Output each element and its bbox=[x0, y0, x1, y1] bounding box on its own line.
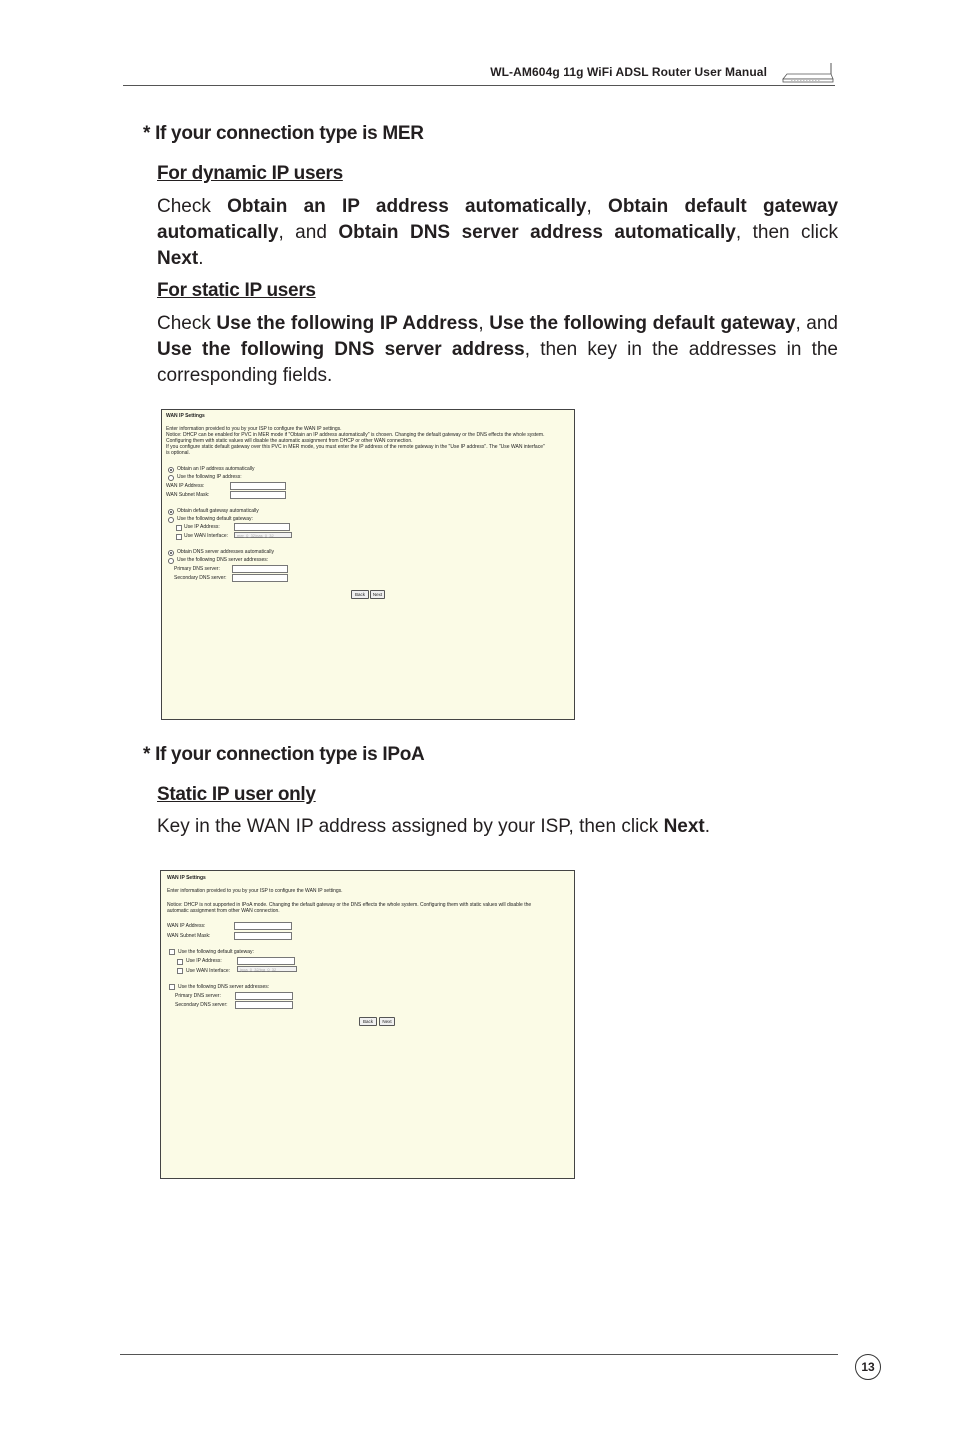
obtain-ip-radio[interactable] bbox=[168, 467, 174, 473]
wan-ip-label: WAN IP Address: bbox=[166, 483, 205, 489]
wan-mask-label: WAN Subnet Mask: bbox=[166, 492, 210, 498]
manual-title: WL-AM604g 11g WiFi ADSL Router User Manual bbox=[490, 65, 767, 79]
notice-text: automatic assignment from other WAN connection. bbox=[167, 908, 280, 914]
use-wan-interface-label: Use WAN Interface: bbox=[186, 968, 230, 974]
use-gateway-checkbox[interactable] bbox=[169, 949, 175, 955]
wan-mask-label: WAN Subnet Mask: bbox=[167, 933, 211, 939]
use-dns-label: Use the following DNS server addresses: bbox=[177, 557, 269, 563]
use-ip-radio[interactable] bbox=[168, 475, 174, 481]
use-gateway-label: Use the following default gateway: bbox=[178, 949, 254, 955]
notice-text: Configuring them with static values will disable the automatic assignment from DHCP or other WAN connection. bbox=[166, 438, 413, 444]
mer-heading: * If your connection type is MER bbox=[143, 123, 424, 144]
screenshot-title: WAN IP Settings bbox=[166, 413, 205, 419]
intro-text: Enter information provided to you by your ISP to configure the WAN IP settings. bbox=[167, 888, 343, 894]
secondary-dns-input[interactable] bbox=[235, 1001, 293, 1009]
screenshot-title: WAN IP Settings bbox=[167, 875, 206, 881]
back-button[interactable]: Back bbox=[351, 590, 369, 599]
wan-mask-input[interactable] bbox=[230, 491, 286, 499]
notice-text: Notice: DHCP is not supported in IPoA mode. Changing the default gateway or the DNS effects the whole system. Configuring them with static values will disable the bbox=[167, 902, 532, 908]
next-button[interactable]: Next bbox=[370, 590, 385, 599]
router-icon bbox=[781, 62, 835, 86]
ipoa-wan-ip-settings-screenshot bbox=[160, 870, 575, 1179]
intro-text: Enter information provided to you by your ISP to configure the WAN IP settings. bbox=[166, 426, 342, 432]
use-ip-address-checkbox[interactable] bbox=[176, 525, 182, 531]
header-rule bbox=[123, 85, 835, 86]
use-gateway-radio[interactable] bbox=[168, 517, 174, 523]
secondary-dns-label: Secondary DNS server: bbox=[175, 1002, 228, 1008]
obtain-dns-radio[interactable] bbox=[168, 550, 174, 556]
use-wan-interface-checkbox[interactable] bbox=[177, 968, 183, 974]
use-ip-label: Use the following IP address: bbox=[177, 474, 242, 480]
wan-ip-label: WAN IP Address: bbox=[167, 923, 206, 929]
primary-dns-input[interactable] bbox=[232, 565, 288, 573]
obtain-ip-label: Obtain an IP address automatically bbox=[177, 466, 255, 472]
gateway-ip-input[interactable] bbox=[234, 523, 290, 531]
primary-dns-label: Primary DNS server: bbox=[175, 993, 221, 999]
use-wan-interface-checkbox[interactable] bbox=[176, 534, 182, 540]
notice-text: Notice: DHCP can be enabled for PVC in MER mode if "Obtain an IP address automatically" is chosen. Changing the default gateway or the DNS effects the whole system. bbox=[166, 432, 545, 438]
ipoa-static-paragraph: Key in the WAN IP address assigned by your ISP, then click Next. bbox=[157, 816, 711, 837]
page-number: 13 bbox=[855, 1354, 881, 1380]
primary-dns-label: Primary DNS server: bbox=[174, 566, 220, 572]
notice-text: is optional. bbox=[166, 450, 190, 456]
dynamic-ip-heading: For dynamic IP users bbox=[157, 163, 343, 184]
use-ip-address-label: Use IP Address: bbox=[186, 958, 222, 964]
wan-ip-input[interactable] bbox=[230, 482, 286, 490]
wan-interface-select[interactable]: ipoa_0_32/ipa_0_32 bbox=[237, 966, 297, 972]
static-ip-heading: For static IP users bbox=[157, 280, 316, 301]
next-button[interactable]: Next bbox=[379, 1017, 395, 1026]
obtain-gateway-radio[interactable] bbox=[168, 509, 174, 515]
secondary-dns-label: Secondary DNS server: bbox=[174, 575, 227, 581]
use-dns-checkbox[interactable] bbox=[169, 984, 175, 990]
wan-interface-select[interactable]: mer_0_32/nas_0_32 bbox=[234, 532, 292, 538]
use-dns-radio[interactable] bbox=[168, 558, 174, 564]
use-ip-address-label: Use IP Address: bbox=[184, 524, 220, 530]
use-ip-address-checkbox[interactable] bbox=[177, 959, 183, 965]
wan-ip-input[interactable] bbox=[234, 922, 292, 930]
use-gateway-label: Use the following default gateway: bbox=[177, 516, 253, 522]
use-dns-label: Use the following DNS server addresses: bbox=[178, 984, 270, 990]
mer-wan-ip-settings-screenshot bbox=[161, 409, 575, 720]
secondary-dns-input[interactable] bbox=[232, 574, 288, 582]
ipoa-heading: * If your connection type is IPoA bbox=[143, 744, 425, 765]
wan-mask-input[interactable] bbox=[234, 932, 292, 940]
notice-text: If you configure static default gateway over this PVC in MER mode, you must enter the IP address of the remote gateway in the "Use IP address". The "Use WAN interface" bbox=[166, 444, 545, 450]
obtain-dns-label: Obtain DNS server addresses automatically bbox=[177, 549, 274, 555]
dynamic-ip-paragraph: Check Obtain an IP address automatically, Obtain default gateway automatically, and Obtain DNS server address automatically, then click Next. bbox=[157, 196, 839, 269]
primary-dns-input[interactable] bbox=[235, 992, 293, 1000]
back-button[interactable]: Back bbox=[359, 1017, 377, 1026]
ipoa-static-heading: Static IP user only bbox=[157, 784, 316, 805]
static-ip-paragraph: Check Use the following IP Address, Use the following default gateway, and Use the following DNS server address, then key in the addresses in the corresponding fields. bbox=[157, 313, 838, 386]
footer-rule bbox=[120, 1354, 838, 1355]
obtain-gateway-label: Obtain default gateway automatically bbox=[177, 508, 259, 514]
use-wan-interface-label: Use WAN Interface: bbox=[184, 533, 228, 539]
gateway-ip-input[interactable] bbox=[237, 957, 295, 965]
